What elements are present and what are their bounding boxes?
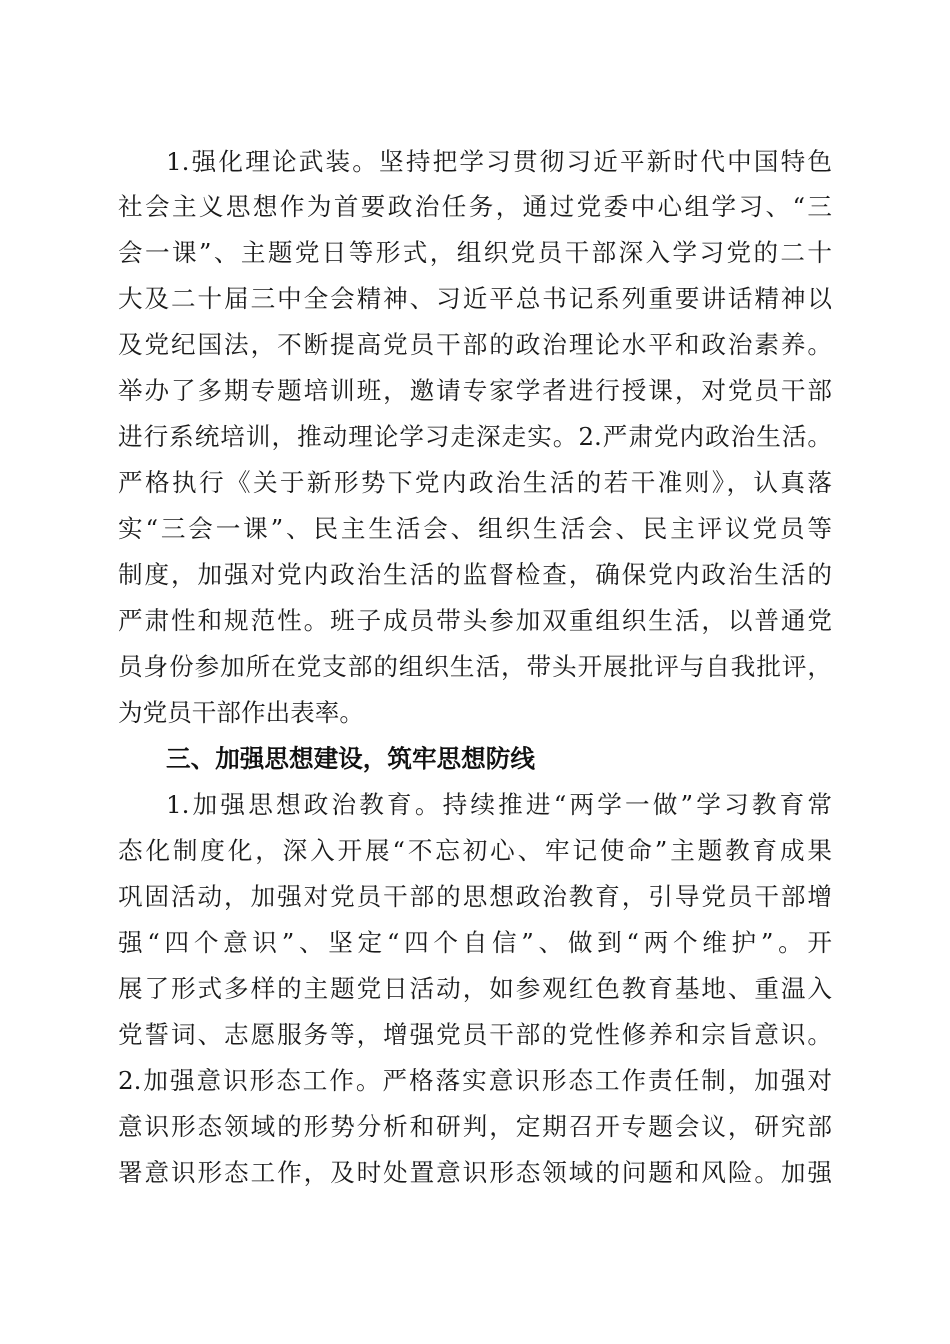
body-text-line: 大及二十届三中全会精神、习近平总书记系列重要讲话精神以	[118, 284, 832, 313]
body-text-line: 2.加强意识形态工作。严格落实意识形态工作责任制，加强对	[118, 1066, 832, 1095]
body-text-line: 1.强化理论武装。坚持把学习贯彻习近平新时代中国特色	[166, 147, 832, 176]
body-text-line: 员身份参加所在党支部的组织生活，带头开展批评与自我批评，	[118, 652, 832, 681]
body-text-line: 党誓词、志愿服务等，增强党员干部的党性修养和宗旨意识。	[118, 1020, 832, 1049]
body-text-line: 态化制度化，深入开展“不忘初心、牢记使命”主题教育成果	[118, 836, 832, 865]
section-heading: 三、加强思想建设，筑牢思想防线	[166, 744, 535, 773]
body-text-line: 展了形式多样的主题党日活动，如参观红色教育基地、重温入	[118, 974, 832, 1003]
body-text-line: 实“三会一课”、民主生活会、组织生活会、民主评议党员等	[118, 514, 832, 543]
body-text-line: 严肃性和规范性。班子成员带头参加双重组织生活，以普通党	[118, 606, 832, 635]
body-text-line: 巩固活动，加强对党员干部的思想政治教育，引导党员干部增	[118, 882, 832, 911]
body-text-line: 严格执行《关于新形势下党内政治生活的若干准则》，认真落	[118, 468, 832, 497]
body-text-line: 署意识形态工作，及时处置意识形态领域的问题和风险。加强	[118, 1158, 832, 1187]
body-text-line: 社会主义思想作为首要政治任务，通过党委中心组学习、“三	[118, 192, 832, 221]
body-text-line: 举办了多期专题培训班，邀请专家学者进行授课，对党员干部	[118, 376, 832, 405]
body-text-line: 强“四个意识”、坚定“四个自信”、做到“两个维护”。开	[118, 928, 832, 957]
body-text-line: 意识形态领域的形势分析和研判，定期召开专题会议，研究部	[118, 1112, 832, 1141]
body-text-line: 为党员干部作出表率。	[118, 698, 364, 727]
body-text-line: 及党纪国法，不断提高党员干部的政治理论水平和政治素养。	[118, 330, 832, 359]
body-text-line: 制度，加强对党内政治生活的监督检查，确保党内政治生活的	[118, 560, 832, 589]
body-text-line: 会一课”、主题党日等形式，组织党员干部深入学习党的二十	[118, 238, 832, 267]
body-text-line: 进行系统培训，推动理论学习走深走实。2.严肃党内政治生活。	[118, 422, 832, 451]
body-text-line: 1.加强思想政治教育。持续推进“两学一做”学习教育常	[166, 790, 832, 819]
